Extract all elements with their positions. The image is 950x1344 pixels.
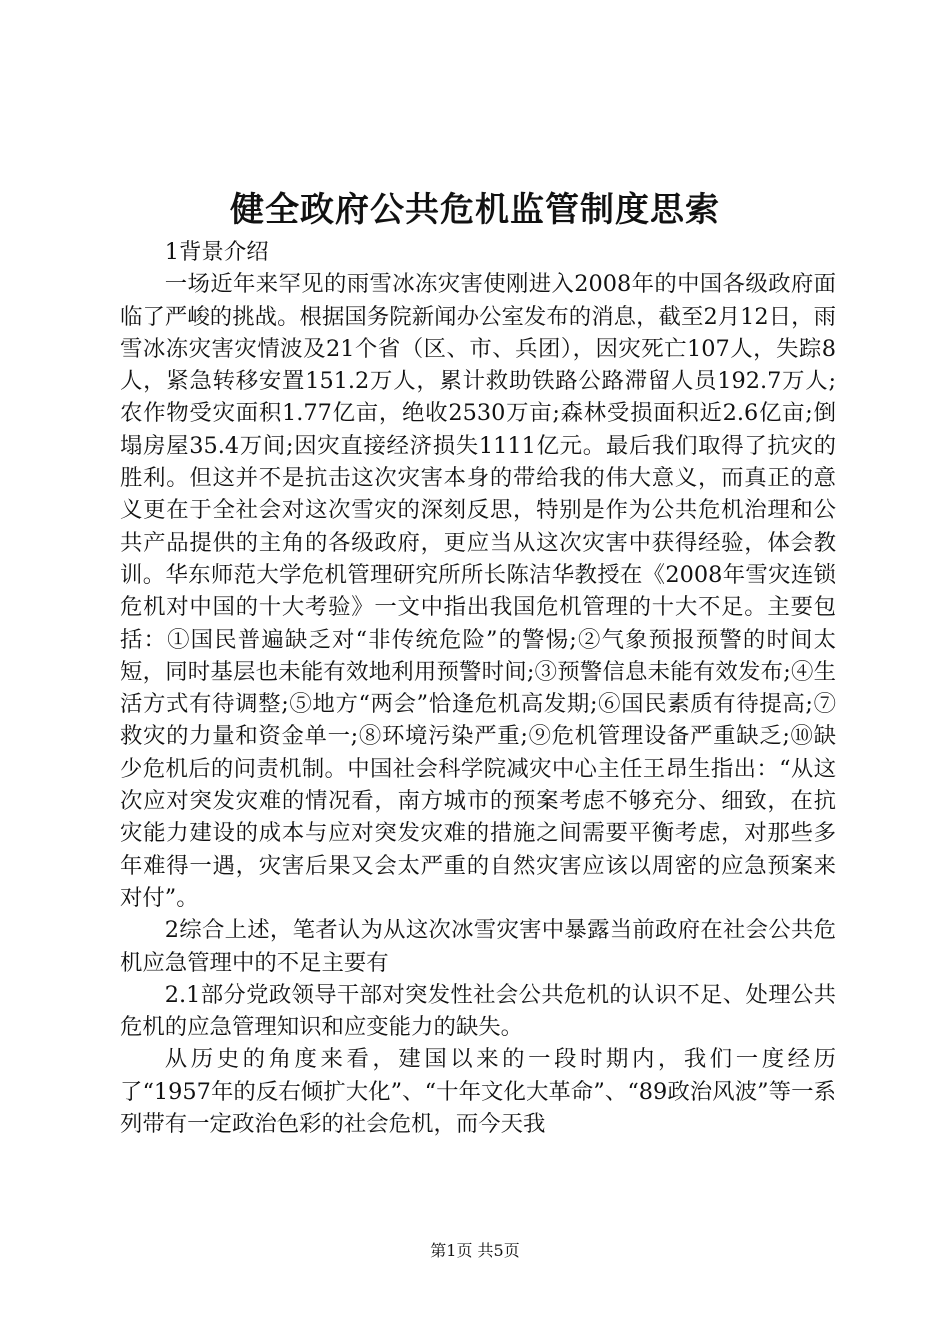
paragraph-history: 从历史的角度来看，建国以来的一段时期内，我们一度经历了“1957年的反右倾扩大化”、“十年文化大革命”、“89政治风波”等一系列带有一定政治色彩的社会危机，而今天我 [120, 1046, 836, 1138]
paragraph-background: 一场近年来罕见的雨雪冰冻灾害使刚进入2008年的中国各级政府面临了严峻的挑战。根据国务院新闻办公室发布的消息，截至2月12日，雨雪冰冻灾害灾情波及21个省（区、市、兵团），因灾死亡107人，失踪8人，紧急转移安置151.2万人，累计救助铁路公路滞留人员192.7万人;农作物受灾面积1.77亿亩，绝收2530万亩;森林受损面积近2.6亿亩;倒塌房屋35.4万间;因灾直接经济损失1111亿元。最后我们取得了抗灾的胜利。但这并不是抗击这次灾害本身的带给我的伟大意义，而真正的意义更在于全社会对这次雪灾的深刻反思，特别是作为公共危机治理和公共产品提供的主角的各级政府，更应当从这次灾害中获得经验，体会教训。华东师范大学危机管理研究所所长陈洁华教授在《2008年雪灾连锁危机对中国的十大考验》一文中指出我国危机管理的十大不足。主要包括：①国民普遍缺乏对“非传统危险”的警惕;②气象预报预警的时间太短，同时基层也未能有效地利用预警时间;③预警信息未能有效发布;④生活方式有待调整;⑤地方“两会”恰逢危机高发期;⑥国民素质有待提高;⑦救灾的力量和资金单一;⑧环境污染严重;⑨危机管理设备严重缺乏;⑩缺少危机后的问责机制。中国社会科学院减灾中心主任王昂生指出：“从这次应对突发灾难的情况看，南方城市的预案考虑不够充分、细致，在抗灾能力建设的成本与应对突发灾难的措施之间需要平衡考虑，对那些多年难得一遇，灾害后果又会太严重的自然灾害应该以周密的应急预案来对付”。 [120, 271, 836, 911]
subsection-heading-2-1: 2.1部分党政领导干部对突发性社会公共危机的认识不足、处理公共危机的应急管理知识和应变能力的缺失。 [120, 981, 836, 1041]
document-body [120, 236, 836, 1140]
section-heading-background: 1背景介绍 [164, 239, 269, 265]
section-heading-summary: 2综合上述，笔者认为从这次冰雪灾害中暴露当前政府在社会公共危机应急管理中的不足主要有 [120, 917, 836, 976]
document-title: 健全政府公共危机监管制度思索 [230, 190, 720, 230]
page-footer: 第1页 共5页 [430, 1241, 520, 1260]
